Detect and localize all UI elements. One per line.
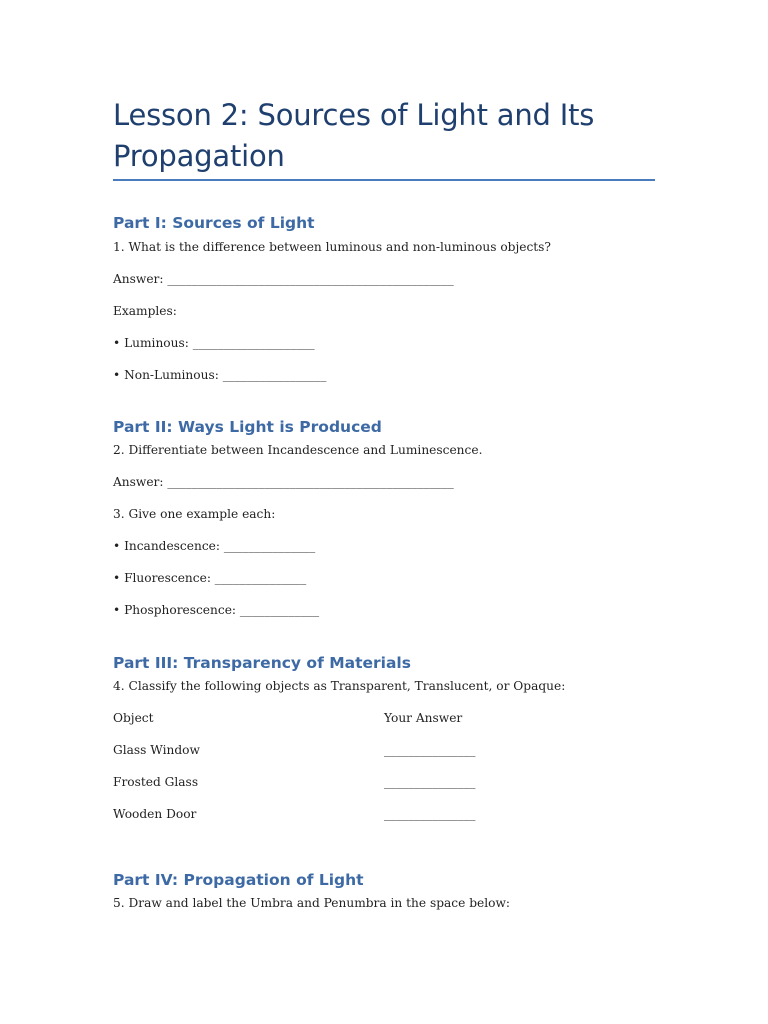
table-row-answer-line: _______________ — [384, 775, 476, 789]
table-row-object: Frosted Glass — [113, 775, 199, 789]
question-2: 2. Differentiate between Incandescence and Luminescence. — [113, 443, 483, 457]
fluorescence-example-line: • Fluorescence: _______________ — [113, 571, 307, 585]
question-2-answer-line: Answer: _______________________________________________ — [113, 475, 454, 489]
table-row-answer-line: _______________ — [384, 807, 476, 821]
table-header-object: Object — [113, 711, 154, 725]
question-1: 1. What is the difference between luminous and non-luminous objects? — [113, 240, 551, 254]
part-1-heading: Part I: Sources of Light — [113, 214, 315, 232]
part-3-heading: Part III: Transparency of Materials — [113, 654, 411, 672]
title-underline — [113, 179, 655, 181]
phosphorescence-example-line: • Phosphorescence: _____________ — [113, 603, 320, 617]
question-4: 4. Classify the following objects as Transparent, Translucent, or Opaque: — [113, 679, 566, 693]
table-row-object: Wooden Door — [113, 807, 197, 821]
luminous-example-line: • Luminous: ____________________ — [113, 336, 315, 350]
table-row-answer-line: _______________ — [384, 743, 476, 757]
table-header-answer: Your Answer — [384, 711, 463, 725]
examples-label: Examples: — [113, 304, 177, 318]
question-1-answer-line: Answer: _______________________________________________ — [113, 272, 454, 286]
part-2-heading: Part II: Ways Light is Produced — [113, 418, 382, 436]
page-title: Lesson 2: Sources of Light and Its Propagation — [113, 98, 595, 173]
table-row-object: Glass Window — [113, 743, 200, 757]
incandescence-example-line: • Incandescence: _______________ — [113, 539, 316, 553]
question-3: 3. Give one example each: — [113, 507, 276, 521]
part-4-heading: Part IV: Propagation of Light — [113, 871, 364, 889]
question-5: 5. Draw and label the Umbra and Penumbra in the space below: — [113, 896, 510, 910]
non-luminous-example-line: • Non-Luminous: _________________ — [113, 368, 327, 382]
